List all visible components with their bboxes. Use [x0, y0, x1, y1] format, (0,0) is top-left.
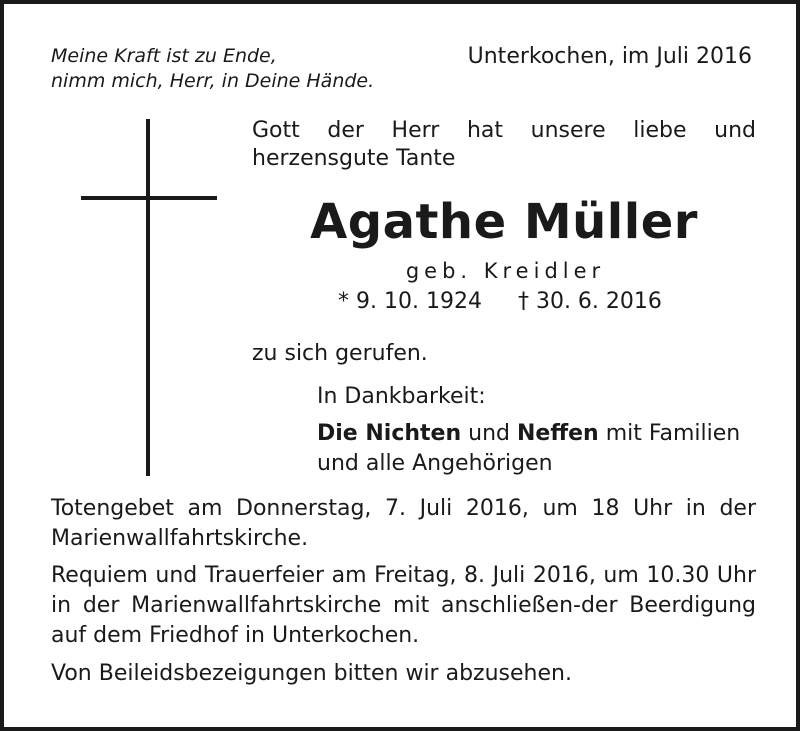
motto-line-2: nimm mich, Herr, in Deine Hände.: [51, 70, 375, 92]
motto-verse: [51, 44, 374, 94]
nieces-label: Die Nichten: [317, 421, 462, 446]
intro-text: Gott der Herr hat unsere liebe und herzensgute Tante: [252, 118, 756, 171]
life-dates: [338, 287, 662, 317]
cross-vertical-bar: [146, 119, 150, 476]
mourners-line-1: [317, 419, 757, 449]
motto-line-1: Meine Kraft ist zu Ende,: [51, 45, 277, 67]
requiem-notice: Requiem und Trauerfeier am Freitag, 8. Juli 2016, um 10.30 Uhr in der Marienwallfahrtskirche mit anschließen-der Beerdigung auf dem Friedhof in Unterkochen.: [51, 563, 756, 648]
condolences-notice: Von Beileidsbezeigungen bitten wir abzusehen.: [51, 661, 572, 686]
and-word: und: [461, 421, 517, 446]
prayer-notice: Totengebet am Donnerstag, 7. Juli 2016, um 18 Uhr in der Marienwallfahrtskirche.: [51, 496, 756, 551]
nephews-label: Neffen: [516, 421, 599, 446]
maiden-name: geb. Kreidler: [405, 259, 606, 283]
birth-date: * 9. 10. 1924: [338, 289, 482, 314]
death-date: † 30. 6. 2016: [517, 289, 662, 314]
thanks-heading: In Dankbarkeit:: [317, 384, 486, 409]
called-home-text: zu sich gerufen.: [252, 341, 428, 366]
deceased-name: Agathe Müller: [310, 194, 698, 250]
mourners-list: [317, 419, 757, 479]
place-date: Unterkochen, im Juli 2016: [467, 44, 752, 69]
cross-horizontal-bar: [81, 196, 217, 200]
mourners-line-2: und alle Angehörigen: [317, 451, 553, 476]
with-families-text: mit Familien: [598, 421, 741, 446]
